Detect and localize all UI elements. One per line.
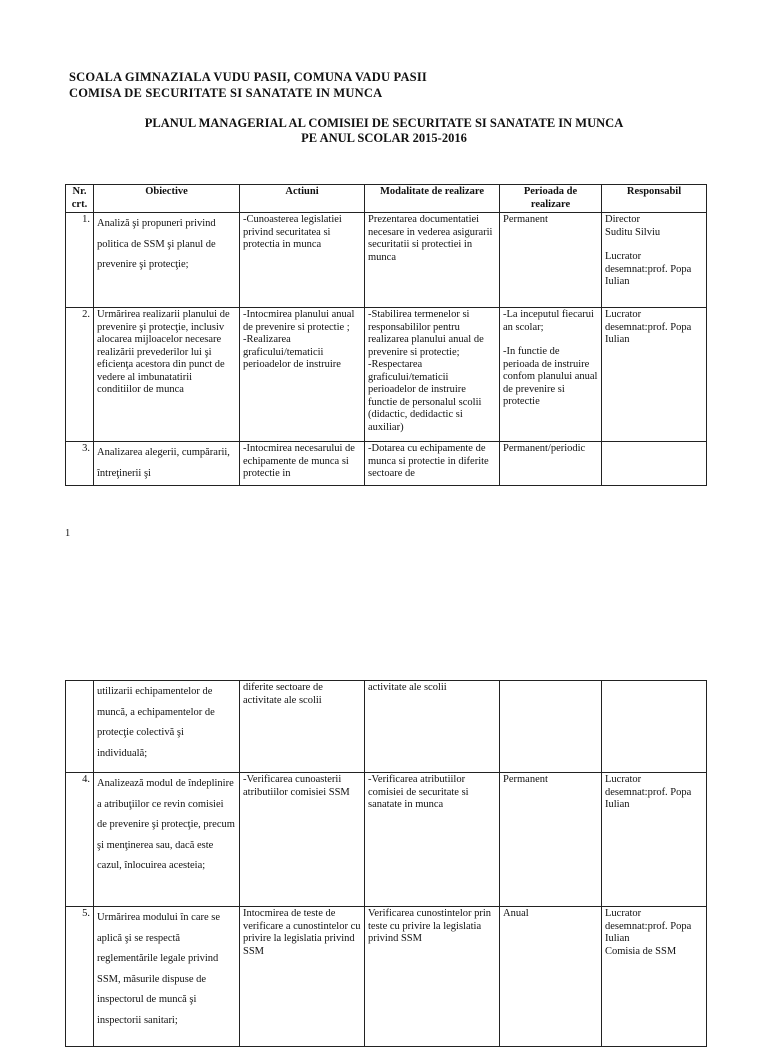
table-header-row xyxy=(66,185,707,213)
period-cell xyxy=(500,681,602,773)
col-header-actions: Actiuni xyxy=(240,185,365,213)
table-row xyxy=(66,681,707,773)
row-number: 1. xyxy=(66,213,94,308)
school-year-title: PE ANUL SCOLAR 2015-2016 xyxy=(301,131,467,145)
table-row xyxy=(66,308,707,442)
row-number: 5. xyxy=(66,907,94,1047)
col-header-nr: Nr. crt. xyxy=(66,185,94,213)
period-cell: -La inceputul fiecarui an scolar; -In functie de perioada de instruire confom planului anual de prevenire si protectie xyxy=(500,308,602,442)
document-title: PLANUL MANAGERIAL AL COMISIEI DE SECURITATE SI SANATATE IN MUNCA xyxy=(144,116,624,130)
responsible-cell xyxy=(602,442,707,486)
plan-table-page-2 xyxy=(65,680,707,1047)
action-cell: diferite sectoare de activitate ale scolii xyxy=(240,681,365,773)
col-header-objectives: Obiective xyxy=(94,185,240,213)
action-cell: Intocmirea de teste de verificare a cunostintelor cu privire la legislatia privind SSM xyxy=(240,907,365,1047)
action-cell: -Intocmirea necesarului de echipamente de munca si protectie in xyxy=(240,442,365,486)
objective-cell: Analizarea alegerii, cumpărarii, întreţinerii şi xyxy=(94,442,240,486)
method-cell: activitate ale scolii xyxy=(365,681,500,773)
responsible-cell: Director Suditu Silviu Lucrator desemnat:prof. Popa Iulian xyxy=(602,213,707,308)
page-number: 1 xyxy=(65,528,71,539)
method-cell: -Stabilirea termenelor si responsabililor pentru realizarea planului anual de prevenire si protectie; -Respectarea graficului/tematicii perioadelor de instruire functie de personalul scolii (didactic, dedidactic si auxiliar) xyxy=(365,308,500,442)
col-header-period: Perioada de realizare xyxy=(500,185,602,213)
method-cell: Prezentarea documentatiei necesare in vederea asigurarii securitatii si protectiei in munca xyxy=(365,213,500,308)
row-number: 2. xyxy=(66,308,94,442)
responsible-cell: Lucrator desemnat:prof. Popa Iulian Comisia de SSM xyxy=(602,907,707,1047)
row-number: 4. xyxy=(66,773,94,907)
period-cell: Permanent/periodic xyxy=(500,442,602,486)
col-header-method: Modalitate de realizare xyxy=(365,185,500,213)
objective-cell: utilizarii echipamentelor de muncă, a echipamentelor de protecţie colectivă şi individuală; xyxy=(94,681,240,773)
school-name: SCOALA GIMNAZIALA VUDU PASII, COMUNA VADU PASII xyxy=(69,70,427,84)
period-cell: Anual xyxy=(500,907,602,1047)
responsible-cell: Lucrator desemnat:prof. Popa Iulian xyxy=(602,308,707,442)
action-cell: -Verificarea cunoasterii atributiilor comisiei SSM xyxy=(240,773,365,907)
action-cell: -Intocmirea planului anual de prevenire si protectie ; -Realizarea graficului/tematicii perioadelor de instruire xyxy=(240,308,365,442)
period-cell: Permanent xyxy=(500,773,602,907)
objective-cell: Urmărirea modului în care se aplică şi se respectă reglementările legale privind SSM, măsurile dispuse de inspectorul de muncă şi inspectorii sanitari; xyxy=(94,907,240,1047)
objective-cell: Analiză şi propuneri privind politica de SSM şi planul de prevenire şi protecţie; xyxy=(94,213,240,308)
table-row xyxy=(66,907,707,1047)
method-cell: -Verificarea atributiilor comisiei de securitate si sanatate in munca xyxy=(365,773,500,907)
objective-cell: Urmărirea realizarii planului de prevenire şi protecţie, inclusiv alocarea mijloacelor necesare realizării prevederilor lui şi eficienţa acestora din punct de vedere al imbunatatirii conditiilor de munca xyxy=(94,308,240,442)
table-row xyxy=(66,213,707,308)
table-row xyxy=(66,773,707,907)
responsible-cell: Lucrator desemnat:prof. Popa Iulian xyxy=(602,773,707,907)
method-cell: -Dotarea cu echipamente de munca si protectie in diferite sectoare de xyxy=(365,442,500,486)
action-cell: -Cunoasterea legislatiei privind securitatea si protectia in munca xyxy=(240,213,365,308)
row-number: 3. xyxy=(66,442,94,486)
responsible-cell xyxy=(602,681,707,773)
table-row xyxy=(66,442,707,486)
col-header-responsible: Responsabil xyxy=(602,185,707,213)
period-cell: Permanent xyxy=(500,213,602,308)
method-cell: Verificarea cunostintelor prin teste cu privire la legislatia privind SSM xyxy=(365,907,500,1047)
row-number xyxy=(66,681,94,773)
commission-name: COMISA DE SECURITATE SI SANATATE IN MUNCA xyxy=(69,86,383,100)
plan-table-page-1 xyxy=(65,184,707,486)
objective-cell: Analizează modul de îndeplinire a atribuţiilor ce revin comisiei de prevenire şi protecţie, precum şi menţinerea sau, dacă este cazul, înlocuirea acesteia; xyxy=(94,773,240,907)
